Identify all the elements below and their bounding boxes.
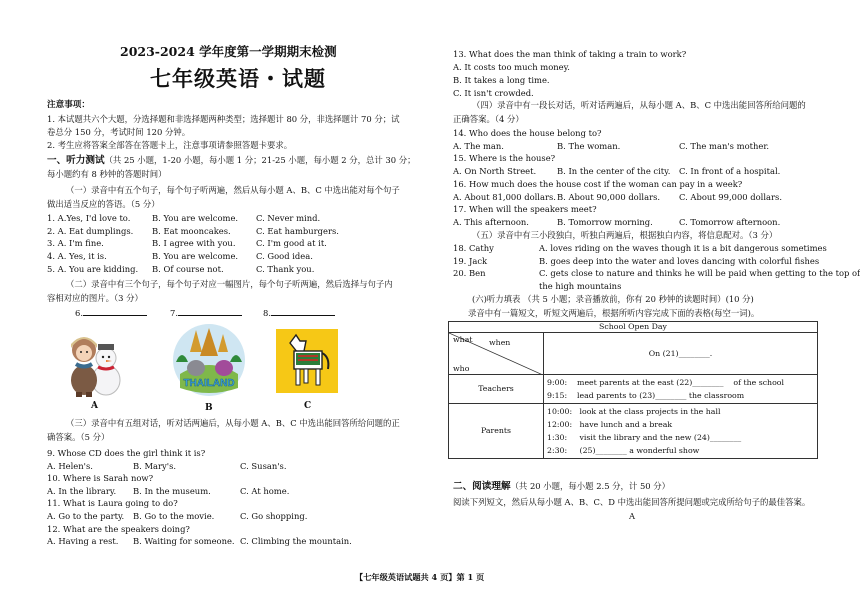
picture-a-child-snowman bbox=[62, 322, 126, 398]
part2-heading: 二、阅读理解 bbox=[453, 481, 511, 492]
part2-instructions: 阅读下列短文，然后从每小题 A、B、C、D 中选出能回答所提问题或完成所给句子的最佳答案。 bbox=[453, 497, 811, 507]
table-corner bbox=[449, 333, 544, 375]
section1-item-option-b: B. Eat mooncakes. bbox=[152, 225, 231, 236]
section1-item-option-c: C. Never mind. bbox=[256, 213, 321, 223]
section4-instructions: （四）录音中有一段长对话，听对话两遍后，从每小题 A、B、C 中选出能回答所给问题的 bbox=[472, 100, 806, 110]
section4-item-option-b: B. In the center of the city. bbox=[557, 166, 671, 177]
section3-item-option-a: A. Helen's. bbox=[47, 460, 93, 471]
notes-item-2: 2. 考生应将答案全部答在答题卡上，注意事项请参照答题卡要求。 bbox=[47, 140, 293, 150]
school-open-day-table bbox=[448, 321, 818, 459]
section5-speaker: 20. Ben bbox=[453, 268, 486, 279]
section5-speaker: 19. Jack bbox=[453, 255, 488, 266]
section4-item-option-c: C. Tomorrow afternoon. bbox=[679, 216, 781, 227]
teachers-row-2: 9:15: lead parents to (23)________ the classroom bbox=[547, 391, 745, 400]
section4-item-question: 17. When will the speakers meet? bbox=[453, 204, 597, 215]
section4-item-option-a: A. On North Street. bbox=[453, 166, 537, 177]
section1-item-option-a: 2. A. Eat dumplings. bbox=[47, 225, 134, 236]
section4-item-option-b: B. Tomorrow morning. bbox=[557, 216, 653, 227]
section5-description: A. loves riding on the waves though it is a bit dangerous sometimes bbox=[539, 243, 827, 253]
part2-heading-line bbox=[453, 481, 670, 493]
parents-row-1: 10:00: look at the class projects in the hall bbox=[547, 407, 721, 416]
picture-b-thailand-text: THAILAND bbox=[183, 378, 235, 389]
section5-item-20-cont: the high mountains bbox=[539, 281, 622, 291]
section4-item-question: 14. Who does the house belong to? bbox=[453, 128, 602, 138]
table-teachers-label: Teachers bbox=[449, 375, 544, 404]
notes-heading: 注意事项： bbox=[47, 100, 90, 110]
blank-6 bbox=[75, 308, 147, 318]
section3-item-question: 12. What are the speakers doing? bbox=[47, 523, 190, 534]
table-teachers-cell bbox=[544, 375, 818, 404]
section3-item-question: 11. What is Laura going to do? bbox=[47, 498, 178, 509]
section3-item-option-b: B. Go to the movie. bbox=[133, 511, 215, 521]
section3-item-option-c: C. Go shopping. bbox=[240, 511, 308, 521]
section1-instructions-2: 做出适当反应的答语。（5 分） bbox=[47, 199, 160, 209]
section4-item-question: 16. How much does the house cost if the woman can pay in a week? bbox=[453, 178, 743, 189]
section3-item-question: 9. Whose CD does the girl think it is? bbox=[47, 448, 206, 458]
part2-passage-letter: A bbox=[629, 511, 636, 521]
table-date-cell: On (21)________. bbox=[544, 333, 818, 375]
section1-item-option-a: 5. A. You are kidding. bbox=[47, 263, 139, 274]
blank-7-label: 7. bbox=[170, 308, 178, 318]
question-13: 13. What does the man think of taking a train to work? bbox=[453, 49, 687, 59]
page-footer: 【七年级英语试题共 4 页】第 1 页 bbox=[355, 572, 485, 582]
section4-item-option-c: C. In front of a hospital. bbox=[679, 166, 781, 177]
question-13-option-c: C. It isn't crowded. bbox=[453, 88, 534, 98]
picture-c-label: C bbox=[304, 401, 312, 411]
exam-title-year: 2023-2024 学年度第一学期期末检测 bbox=[120, 44, 337, 59]
section4-item-option-c: C. About 99,000 dollars. bbox=[679, 191, 782, 202]
table-parents-label: Parents bbox=[449, 404, 544, 459]
blank-8-label: 8. bbox=[263, 308, 271, 318]
section1-item-option-c: C. Good idea. bbox=[256, 251, 313, 262]
blank-7 bbox=[170, 308, 242, 318]
parents-row-4: 2:30: (25)________ a wonderful show bbox=[547, 446, 700, 455]
section4-item-option-b: B. The woman. bbox=[557, 140, 621, 151]
parents-row-2: 12:00: have lunch and a break bbox=[547, 420, 673, 429]
teachers-row-1: 9:00: meet parents at the east (22)________ of the school bbox=[547, 378, 784, 387]
section4-item-question: 15. Where is the house? bbox=[453, 153, 556, 164]
corner-who: who bbox=[453, 364, 470, 373]
section1-item-option-a: 3. A. I'm fine. bbox=[47, 238, 104, 249]
notes-item-1-cont: 卷总分 150 分，考试时间 120 分钟。 bbox=[47, 127, 191, 137]
section4-instructions-2: 正确答案。（4 分） bbox=[453, 114, 524, 124]
section4-item-option-a: A. This afternoon. bbox=[453, 216, 529, 227]
parents-row-3: 1:30: visit the library and the new (24)________ bbox=[547, 433, 742, 442]
table-title: School Open Day bbox=[449, 322, 818, 333]
corner-when: when bbox=[489, 338, 511, 347]
section3-item-option-a: A. Go to the party. bbox=[47, 511, 125, 521]
exam-title-subject: 七年级英语・试题 bbox=[150, 66, 326, 91]
section2-instructions: （二）录音中有三个句子，每个句子对应一幅图片，每个句子听两遍，然后选择与句子内 bbox=[66, 279, 393, 289]
section3-instructions-2: 确答案。（5 分） bbox=[47, 432, 110, 442]
section1-item-option-b: B. Of course not. bbox=[152, 263, 224, 274]
section5-description: B. goes deep into the water and loves dancing with colorful fishes bbox=[539, 255, 820, 266]
section1-item-option-c: C. I'm good at it. bbox=[256, 238, 327, 249]
section4-item-option-a: A. About 81,000 dollars. bbox=[453, 191, 556, 202]
notes-item-1: 1. 本试题共六个大题，分选择题和非选择题两种类型；选择题计 80 分，非选择题计 70 分；试 bbox=[47, 114, 400, 124]
section1-item-option-c: C. Thank you. bbox=[256, 263, 315, 274]
section3-item-option-b: B. In the museum. bbox=[133, 485, 211, 496]
section3-item-question: 10. Where is Sarah now? bbox=[47, 473, 154, 484]
corner-what: what bbox=[453, 335, 473, 344]
section1-item-option-b: B. You are welcome. bbox=[152, 213, 239, 223]
part2-heading-info: （共 20 小题，每小题 2.5 分，计 50 分） bbox=[510, 481, 671, 491]
section4-item-option-a: A. The man. bbox=[453, 140, 504, 151]
section4-item-option-b: B. About 90,000 dollars. bbox=[557, 191, 661, 202]
section5-instructions: （五）录音中有三小段独白，听独白两遍后，根据独白内容，将信息配对。（3 分） bbox=[472, 230, 778, 240]
part1-heading-line bbox=[47, 155, 416, 167]
section3-item-option-c: C. Climbing the mountain. bbox=[240, 536, 352, 547]
section2-instructions-2: 容相对应的图片。（3 分） bbox=[47, 293, 143, 303]
section3-item-option-b: B. Mary's. bbox=[133, 460, 177, 471]
table-parents-cell bbox=[544, 404, 818, 459]
section5-speaker: 18. Cathy bbox=[453, 243, 494, 253]
blank-8 bbox=[263, 308, 335, 318]
picture-a-label: A bbox=[91, 401, 98, 411]
section1-item-option-b: B. I agree with you. bbox=[152, 238, 236, 249]
section1-item-option-a: 1. A.Yes, I'd love to. bbox=[47, 213, 131, 223]
question-13-option-b: B. It takes a long time. bbox=[453, 75, 550, 85]
section3-item-option-b: B. Waiting for someone. bbox=[133, 536, 235, 547]
part1-heading: 一、听力测试 bbox=[47, 155, 105, 166]
section1-item-option-c: C. Eat hamburgers. bbox=[256, 225, 339, 236]
section3-instructions: （三）录音中有五组对话，听对话两遍后，从每小题 A、B、C 中选出能回答所给问题的正 bbox=[66, 418, 400, 428]
section5-description: C. gets close to nature and thinks he will be paid when getting to the top of bbox=[539, 268, 860, 279]
question-13-option-a: A. It costs too much money. bbox=[453, 62, 570, 72]
picture-b-thailand bbox=[170, 322, 248, 400]
section3-item-option-c: C. Susan's. bbox=[240, 460, 287, 471]
section4-item-option-c: C. The man's mother. bbox=[679, 140, 770, 151]
section1-instructions: （一）录音中有五个句子，每个句子听两遍，然后从每小题 A、B、C 中选出能对每个句子 bbox=[66, 185, 400, 195]
section6-instructions: (六)听力填表 （共 5 小题；录音播放前，你有 20 秒钟的读题时间）(10 分) bbox=[472, 294, 754, 304]
blank-6-label: 6. bbox=[75, 308, 83, 318]
section1-item-option-a: 4. A. Yes, it is. bbox=[47, 251, 107, 262]
section6-instructions-2: 录音中有一篇短文，听短文两遍后，根据所听内容完成下面的表格(每空一词)。 bbox=[468, 308, 760, 318]
section3-item-option-a: A. Having a rest. bbox=[47, 536, 119, 547]
section3-item-option-a: A. In the library. bbox=[47, 485, 117, 496]
picture-c-horse bbox=[276, 329, 338, 393]
picture-b-label: B bbox=[205, 403, 213, 413]
part1-heading-info: （共 25 小题，1-20 小题，每小题 1 分；21-25 小题，每小题 2 分，总计 30 分； bbox=[104, 155, 416, 165]
section1-item-option-b: B. You are welcome. bbox=[152, 251, 239, 262]
part1-heading-info-2: 每小题约有 8 秒钟的答题时间） bbox=[47, 169, 167, 179]
section3-item-option-c: C. At home. bbox=[240, 485, 290, 496]
